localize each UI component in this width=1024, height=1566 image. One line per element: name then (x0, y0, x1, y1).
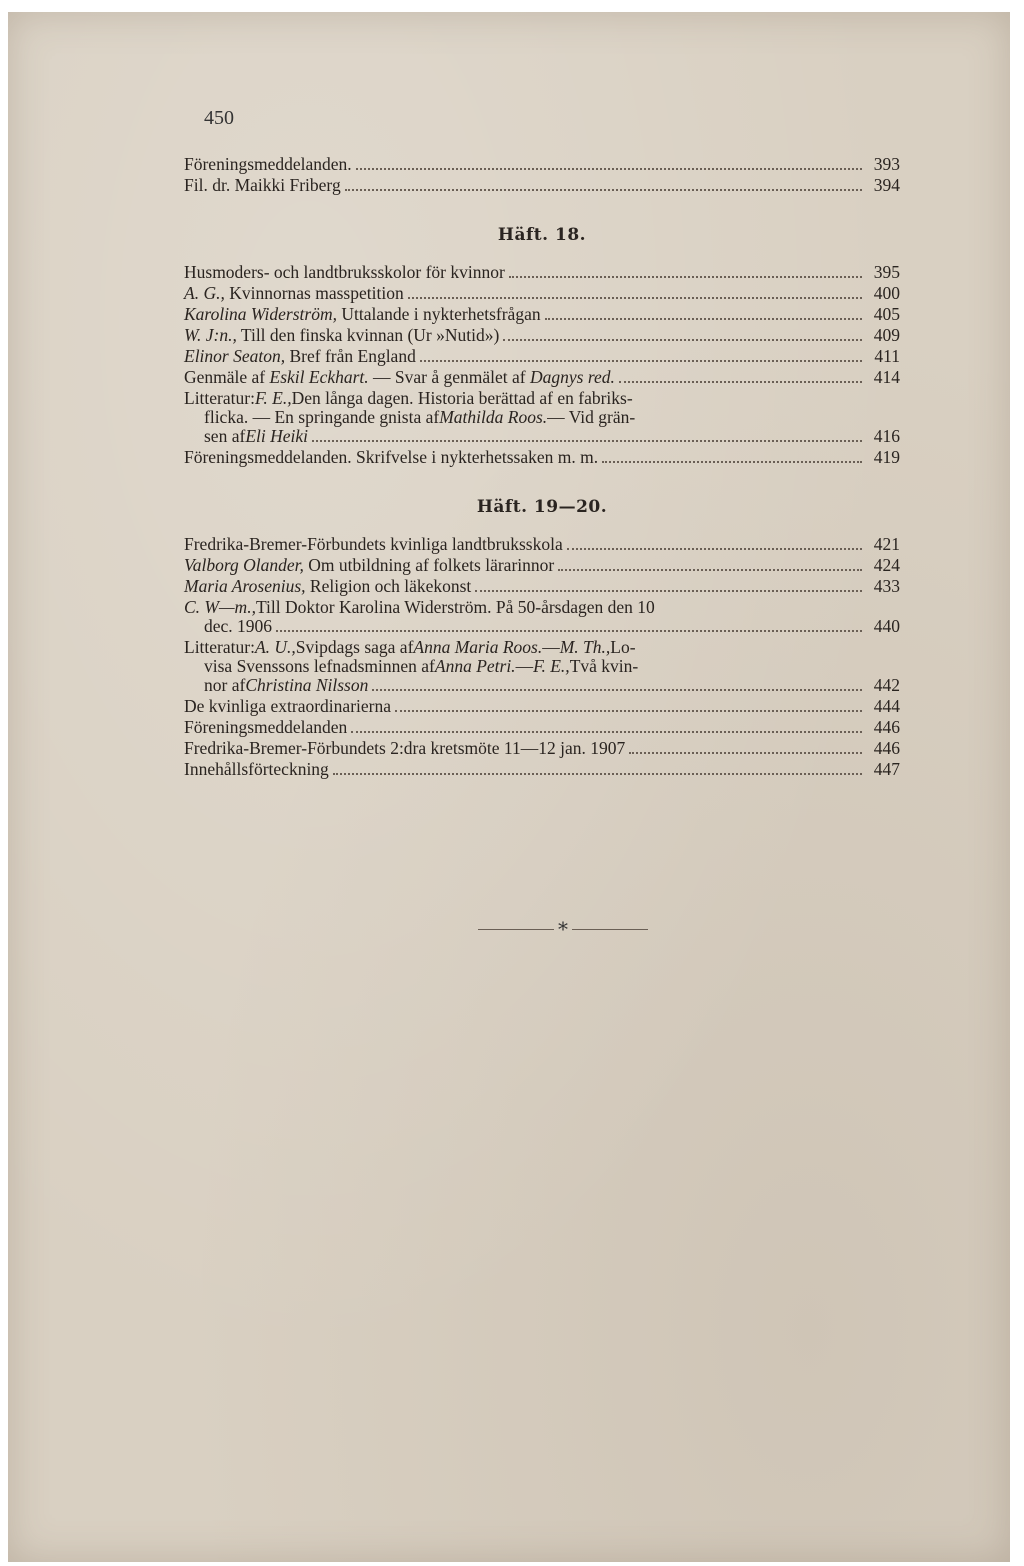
toc-entry: Innehållsförteckning 447 (184, 759, 900, 779)
author: Valborg Olander, (184, 555, 304, 575)
page-ref: 421 (873, 534, 900, 554)
toc-entry: Genmäle af Eskil Eckhart. — Svar å genmälet af Dagnys red. 414 (184, 367, 900, 387)
dot-leader (372, 689, 862, 691)
dot-leader (395, 710, 862, 712)
ornament-rule (478, 929, 554, 930)
toc-entry: Litteratur: A. U., Svipdags saga af Anna Maria Roos. — M. Th., Lo- visa Svenssons lefnadsminnen af Anna Petri. — F. E., Två kvin- nor af Christina Nilsson 442 (184, 637, 900, 695)
toc-entry: Litteratur: F. E., Den långa dagen. Historia berättad af en fabriks- flicka. — En springande gnista af Mathilda Roos. — Vid grän- sen af Eli Heiki 416 (184, 388, 900, 446)
page-ref: 395 (873, 262, 900, 282)
page-ref: 409 (873, 325, 900, 345)
author: Eskil Eckhart. (269, 367, 369, 387)
dot-leader (558, 569, 862, 571)
page-ref: 411 (874, 346, 900, 366)
page-ref: 416 (873, 426, 900, 446)
author: Maria Arosenius, (184, 576, 306, 596)
table-of-contents (184, 155, 900, 781)
dot-leader (333, 773, 862, 775)
dot-leader (619, 381, 862, 383)
toc-entry: Fredrika-Bremer-Förbundets kvinliga landtbruksskola 421 (184, 534, 900, 554)
author: Elinor Seaton, (184, 346, 286, 366)
dot-leader (351, 731, 862, 733)
dot-leader (567, 548, 862, 550)
author: Dagnys red. (529, 367, 615, 387)
asterisk-icon: * (558, 917, 568, 941)
page-ref: 440 (873, 616, 900, 636)
page-ref: 414 (873, 367, 900, 387)
page-number: 450 (204, 107, 234, 129)
dot-leader (602, 461, 862, 463)
dot-leader (345, 189, 862, 191)
author: C. W—m., (184, 597, 256, 617)
dot-leader (475, 590, 862, 592)
page-ref: 446 (873, 738, 900, 758)
author: A. G., (184, 283, 225, 303)
dot-leader (408, 297, 862, 299)
author: Karolina Widerström, (184, 304, 337, 324)
section-heading: Häft. 19—20. (476, 497, 608, 517)
page (8, 12, 1010, 1562)
toc-entry: Husmoders- och landtbruksskolor för kvinnor 395 (184, 262, 900, 282)
toc-entry: C. W—m., Till Doktor Karolina Widerström. På 50-årsdagen den 10 dec. 1906 440 (184, 597, 900, 636)
toc-entry: Karolina Widerström, Uttalande i nykterhetsfrågan 405 (184, 304, 900, 324)
toc-entry: Föreningsmeddelanden 446 (184, 717, 900, 737)
page-ref: 442 (873, 675, 900, 695)
page-ref: 393 (873, 154, 900, 174)
toc-entry: A. G., Kvinnornas masspetition 400 (184, 283, 900, 303)
dot-leader (503, 339, 862, 341)
author: Eli Heiki (245, 426, 308, 446)
page-ref: 400 (873, 283, 900, 303)
author: W. J:n., (184, 325, 237, 345)
dot-leader (509, 276, 862, 278)
dot-leader (312, 440, 862, 442)
author: Mathilda Roos. (439, 407, 548, 427)
author: F. E., (533, 656, 570, 676)
toc-entry: De kvinliga extraordinarierna 444 (184, 696, 900, 716)
author: M. Th., (559, 637, 611, 657)
toc-entry: W. J:n., Till den finska kvinnan (Ur »Nutid») 409 (184, 325, 900, 345)
page-ref: 433 (873, 576, 900, 596)
author: F. E., (254, 388, 292, 408)
author: Anna Maria Roos. (413, 637, 543, 657)
dot-leader (629, 752, 862, 754)
ornament-rule (572, 929, 648, 930)
end-ornament (478, 917, 648, 941)
toc-entry: Fredrika-Bremer-Förbundets 2:dra kretsmöte 11—12 jan. 1907 446 (184, 738, 900, 758)
section-heading: Häft. 18. (497, 225, 587, 245)
page-ref: 394 (873, 175, 900, 195)
toc-entry: Maria Arosenius, Religion och läkekonst 433 (184, 576, 900, 596)
page-ref: 419 (873, 447, 900, 467)
dot-leader (276, 630, 862, 632)
page-ref: 405 (873, 304, 900, 324)
author: Christina Nilsson (245, 675, 369, 695)
page-ref: 444 (873, 696, 900, 716)
author: Anna Petri. (434, 656, 516, 676)
dot-leader (545, 318, 862, 320)
toc-entry: Föreningsmeddelanden. 393 (184, 154, 900, 174)
page-ref: 424 (873, 555, 900, 575)
dot-leader (420, 360, 862, 362)
page-ref: 447 (873, 759, 900, 779)
dot-leader (356, 168, 862, 170)
toc-entry: Föreningsmeddelanden. Skrifvelse i nykterhetssaken m. m. 419 (184, 447, 900, 467)
author: A. U., (254, 637, 296, 657)
toc-entry: Valborg Olander, Om utbildning af folkets lärarinnor 424 (184, 555, 900, 575)
toc-entry: Fil. dr. Maikki Friberg 394 (184, 175, 900, 195)
toc-entry: Elinor Seaton, Bref från England 411 (184, 346, 900, 366)
page-ref: 446 (873, 717, 900, 737)
